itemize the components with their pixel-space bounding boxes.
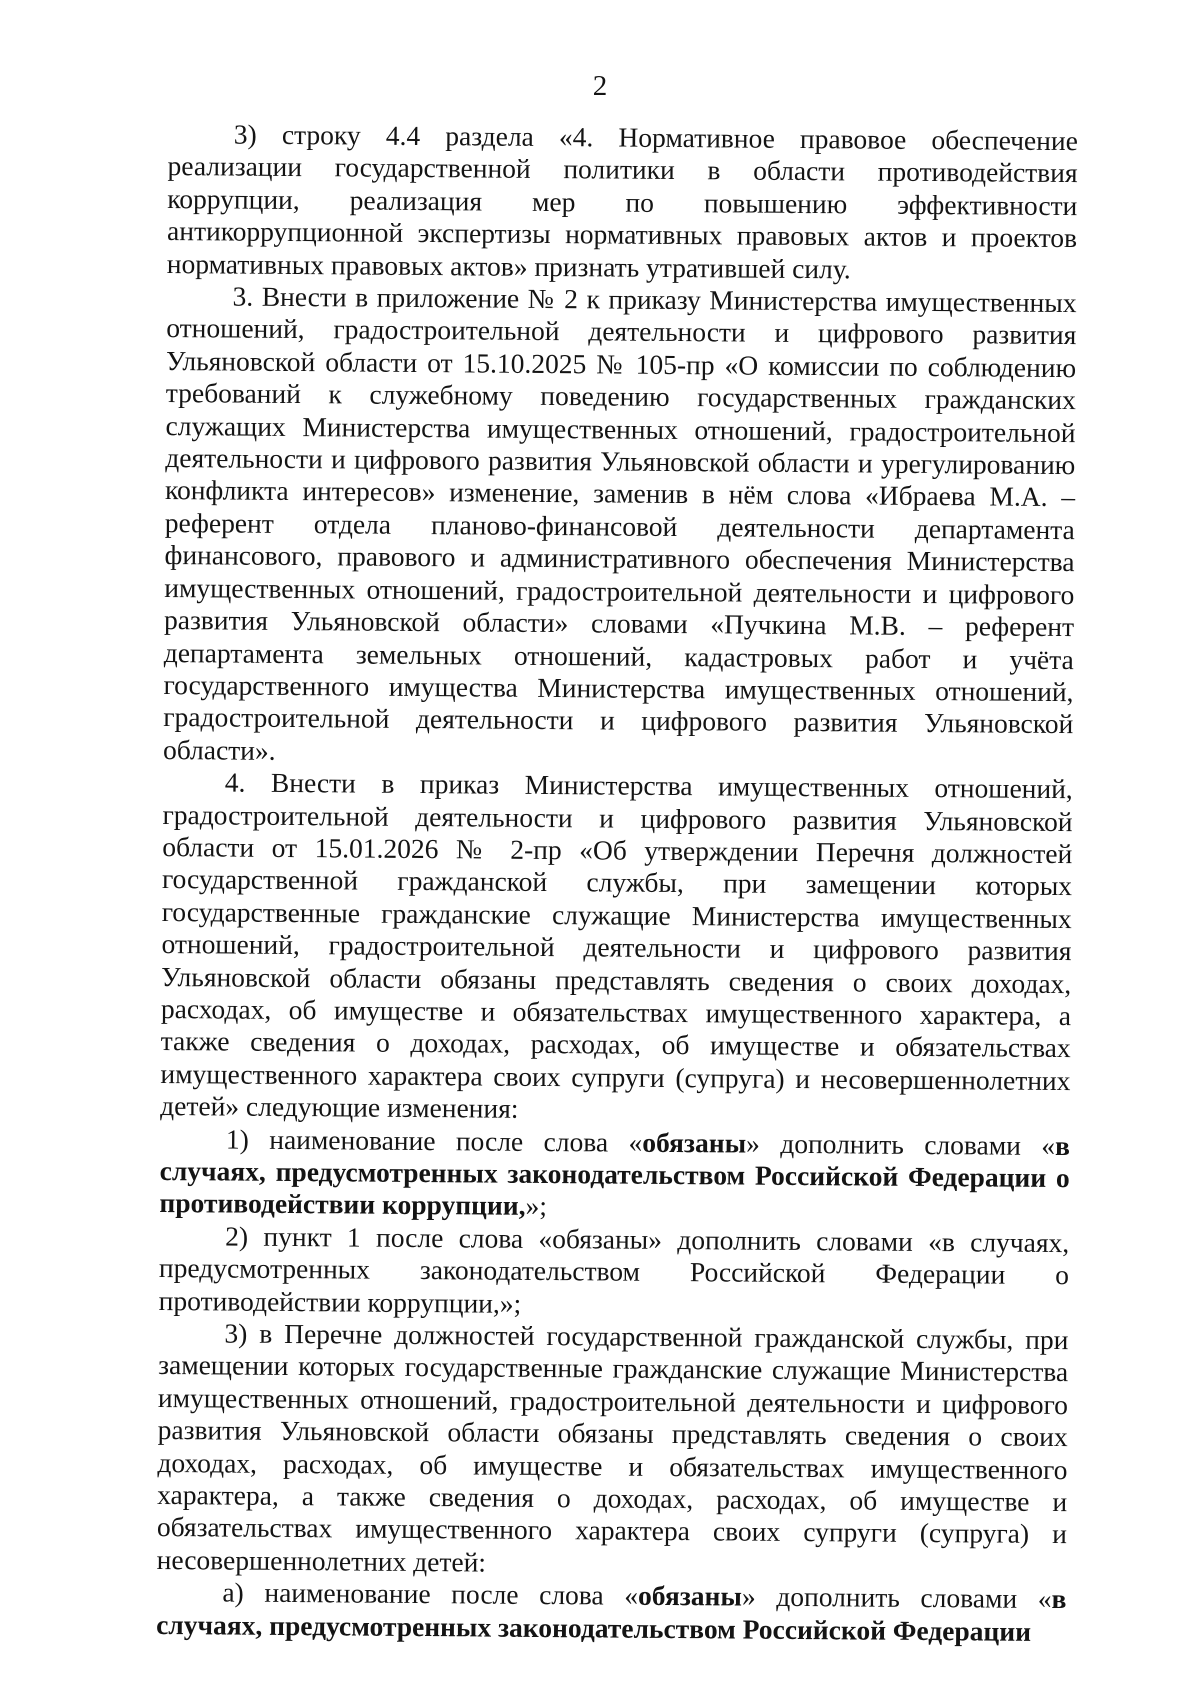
paragraph-item-3-section-4: [167, 118, 1078, 287]
page-number: 2: [592, 70, 608, 102]
bold-text-run: обязаны: [642, 1126, 747, 1159]
paragraph-clause-3: [163, 280, 1077, 773]
bold-text-run: в случаях, предусмотренных законодательством Российской Федерации: [156, 1583, 1067, 1647]
paragraph-clause-4: [160, 766, 1073, 1130]
text-run: 4. Внести в приказ Министерства имущественных отношений, градостроительной деятельности и цифрового развития Ульяновской области от 15.01.2026 № 2-пр «Об утверждении Перечня должностей государственной гражданской службы, при замещении которых государственные гражданские служащие Министерства имущественных отношений, градостроительной деятельности и цифрового развития Ульяновской области обязаны представлять сведения о своих доходах, расходах, об имуществе и обязательствах имущественного характера, а также сведения о доходах, расходах, об имуществе и обязательствах имущественного характера своих супруги (супруга) и несовершеннолетних детей» следующие изменения:: [160, 766, 1073, 1124]
text-run: » дополнить словами «: [746, 1127, 1056, 1161]
text-run: 3) в Перечне должностей государственной гражданской службы, при замещении которых государственные гражданские служащие Министерства имущественных отношений, градостроительной деятельности и цифрового развития Ульяновской области обязаны представлять сведения о своих доходах, расходах, об имуществе и обязательствах имущественного характера, а также сведения о доходах, расходах, об имуществе и обязательствах имущественного характера своих супруги (супруга) и несовершеннолетних детей:: [156, 1317, 1069, 1578]
text-run: а) наименование после слова «: [222, 1576, 639, 1612]
text-run: 2) пункт 1 после слова «обязаны» дополнить словами «в случаях, предусмотренных законодательством Российской Федерации о противодействии коррупции,»;: [158, 1220, 1070, 1319]
text-run: 3. Внести в приложение № 2 к приказу Министерства имущественных отношений, градостроительной деятельности и цифрового развития Ульяновской области от 15.10.2025 № 105-пр «О комиссии по соблюдению требований к служебному поведению государственных гражданских служащих Министерства имущественных отношений, градостроительной деятельности и цифрового развития Ульяновской области и урегулированию конфликта интересов» изменение, заменив в нём слова «Ибраева М.А. – референт отдела планово-финансовой деятельности департамента финансового, правового и административного обеспечения Министерства имущественных отношений, градостроительной деятельности и цифрового развития Ульяновской области» словами «Пучкина М.В. – референт департамента земельных отношений, кадастровых работ и учёта государственного имущества Министерства имущественных отношений, градостроительной деятельности и цифрового развития Ульяновской области».: [162, 280, 1077, 766]
bold-text-run: в случаях, предусмотренных законодательством Российской Федерации о противодействии коррупции,: [159, 1129, 1071, 1222]
document-body: [156, 118, 1078, 1648]
paragraph-item-2-point-1: [159, 1220, 1070, 1324]
text-run: » дополнить словами «: [741, 1580, 1052, 1615]
paragraph-subitem-a: [156, 1576, 1066, 1648]
paragraph-item-1-title: [159, 1123, 1070, 1227]
text-run: »;: [525, 1190, 548, 1222]
text-run: 3) строку 4.4 раздела «4. Нормативное правовое обеспечение реализации государственной политики в области противодействия коррупции, реализация мер по повышению эффективности антикоррупционной экспертизы нормативных правовых актов и проектов нормативных правовых актов» признать утратившей силу.: [166, 118, 1078, 284]
text-run: 1) наименование после слова «: [225, 1123, 643, 1158]
paragraph-item-3-list: [157, 1317, 1069, 1583]
bold-text-run: обязаны: [637, 1580, 743, 1612]
